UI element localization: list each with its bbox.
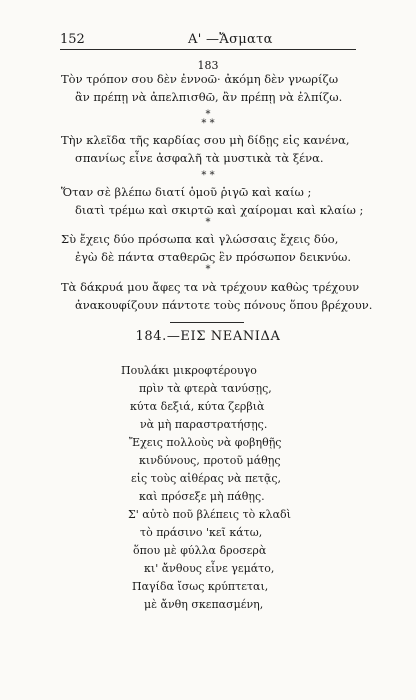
verse-line: σπανίως εἶνε ἀσφαλῆ τὰ μυστικὰ τὰ ξένα. xyxy=(75,151,324,165)
poem-line: κι' ἄνθους εἶνε γεμάτο, xyxy=(144,562,275,575)
page-number: 152 xyxy=(60,32,85,47)
verse-line: Τὴν κλεῖδα τῆς καρδίας σου μὴ δίδῃς εἰς κανένα, xyxy=(61,133,350,147)
verse-line: Τὸν τρόπον σου δὲν ἐννοῶ· ἀκόμη δὲν γνωρίζω xyxy=(61,72,339,86)
asterism-separator xyxy=(0,171,416,180)
poem-line: ὅπου μὲ φύλλα δροσερὰ xyxy=(133,544,267,557)
poem-line: τὸ πράσινο 'κεῖ κάτω, xyxy=(140,526,263,539)
poem-line: μὲ ἄνθη σκεπασμένη, xyxy=(144,598,264,611)
poem-line: Πουλάκι μικροφτέρουγο xyxy=(121,364,257,377)
asterism-separator xyxy=(0,110,416,128)
poem-line: κύτα δεξιά, κύτα ζερβιὰ xyxy=(130,400,265,413)
section-rule xyxy=(170,322,244,323)
poem-title: 184.—ΕΙΣ ΝΕΑΝΙΔΑ xyxy=(135,329,281,344)
asterism-glyph: * * xyxy=(201,170,215,181)
asterism-glyph: * xyxy=(205,109,211,120)
poem-line: νὰ μὴ παραστρατήσῃς. xyxy=(140,418,268,431)
poem-line: Παγίδα ἴσως κρύπτεται, xyxy=(132,580,269,593)
poem-line: Σ' αὐτὸ ποῦ βλέπεις τὸ κλαδὶ xyxy=(128,508,291,521)
asterism-glyph: * * xyxy=(201,118,215,129)
asterism-glyph: * xyxy=(205,217,211,228)
poem-number: 183 xyxy=(197,59,219,72)
verse-line: ἐγὼ δὲ πάντα σταθερῶς ἓν πρόσωπον δεικνύω. xyxy=(75,250,352,264)
verse-line: ἀνακουφίζουν πάντοτε τοὺς πόνους ὅπου βρέχουν. xyxy=(75,298,373,312)
verse-line: Σὺ ἔχεις δύο πρόσωπα καὶ γλώσσαις ἔχεις δύο, xyxy=(61,232,339,246)
poem-line: εἰς τοὺς αἰθέρας νὰ πετᾷς, xyxy=(131,472,282,485)
verse-line: Τὰ δάκρυά μου ἄφες τα νὰ τρέχουν καθὼς τρέχουν xyxy=(61,280,360,294)
verse-line: διατὶ τρέμω καὶ σκιρτῶ καὶ χαίρομαι καὶ κλαίω ; xyxy=(75,203,364,217)
page-header xyxy=(60,32,356,50)
asterism-glyph: * xyxy=(205,264,211,275)
poem-line: πρὶν τὰ φτερὰ τανύσῃς, xyxy=(139,382,272,395)
poem-line: Ἔχεις πολλοὺς νὰ φοβηθῇς xyxy=(129,436,282,449)
header-rule xyxy=(60,49,356,50)
poem-line: καὶ πρόσεξε μὴ πάθῃς. xyxy=(139,490,265,503)
poem-line: κινδύνους, προτοῦ μάθῃς xyxy=(139,454,281,467)
asterism-separator xyxy=(0,265,416,274)
verse-line: Ὅταν σὲ βλέπω διατί ὁμοῦ ῥιγῶ καὶ καίω ; xyxy=(61,185,312,199)
running-head: Α' —Ἄσματα xyxy=(188,32,273,47)
verse-line: ἂν πρέπῃ νὰ ἀπελπισθῶ, ἂν πρέπῃ νὰ ἐλπίζω. xyxy=(75,90,343,104)
asterism-separator xyxy=(0,218,416,227)
